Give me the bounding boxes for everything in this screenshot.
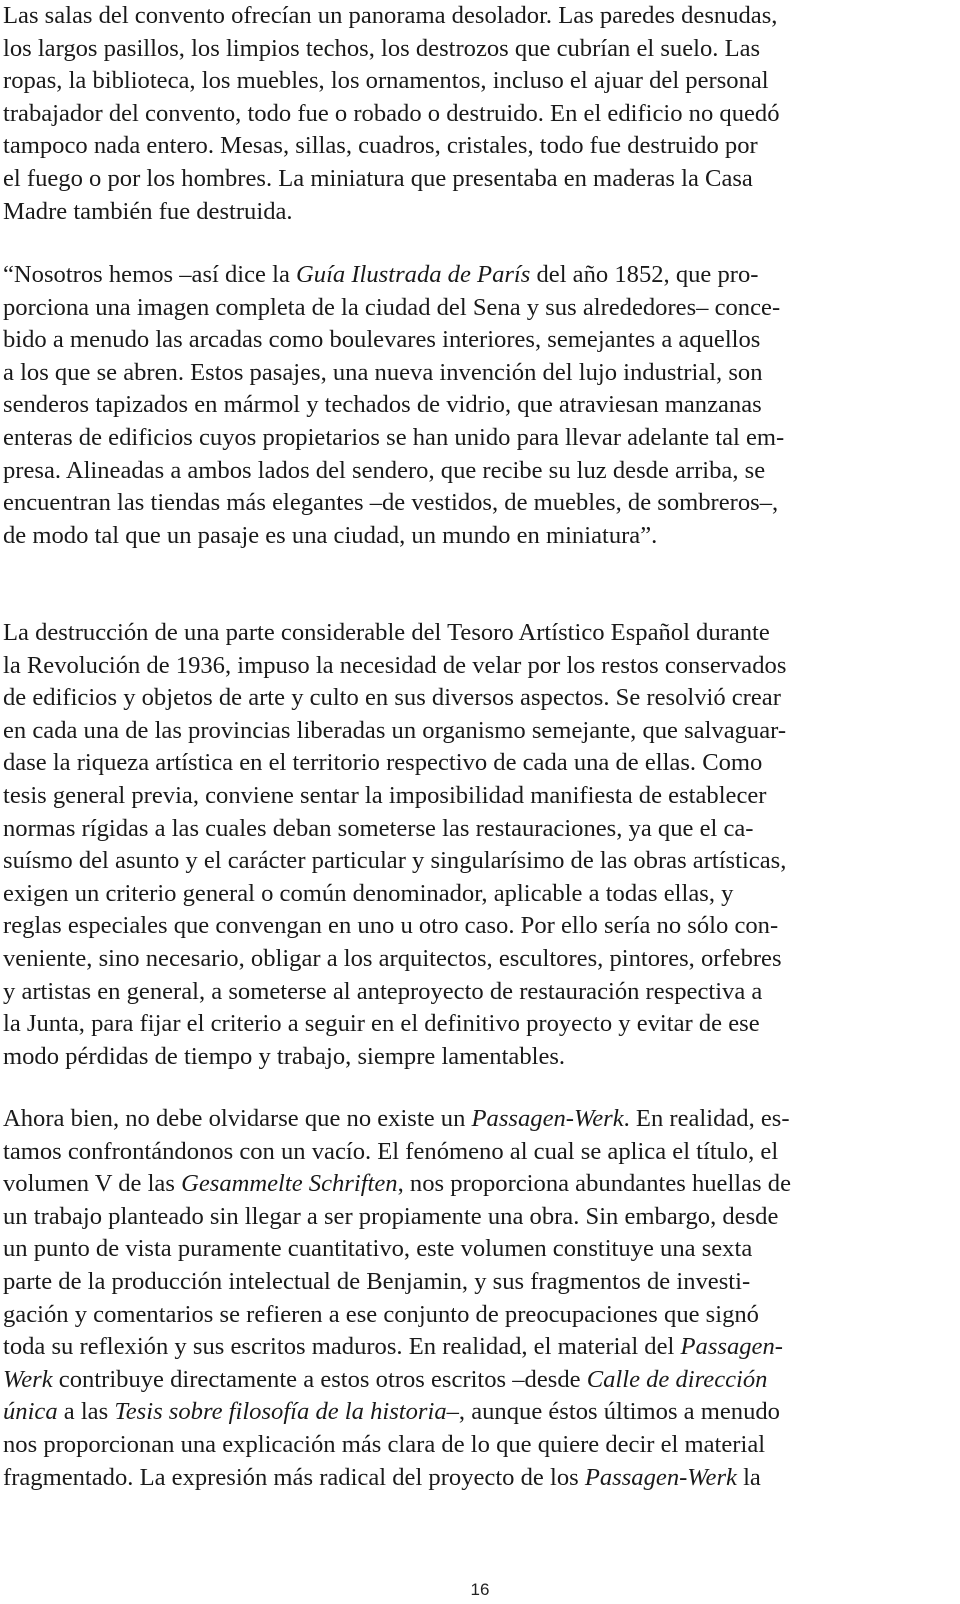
text-line: la Junta, para fijar el criterio a seguir en el definitivo proyecto y evitar de ese — [3, 1010, 760, 1038]
text-line: reglas especiales que convengan en uno u otro caso. Por ello sería no sólo con- — [3, 912, 779, 940]
text-line: enteras de edificios cuyos propietarios se han unido para llevar adelante tal em- — [3, 423, 785, 451]
italic-title: Passagen-Werk — [471, 1105, 624, 1132]
text-line: La destrucción de una parte considerable del Tesoro Artístico Español durante — [3, 619, 770, 646]
italic-title: Gesammelte Schriften — [181, 1170, 398, 1198]
paragraph-quote-guia-ilustrada — [3, 259, 784, 552]
text-line: Ahora bien, no debe olvidarse que no existe un Passagen-Werk. En realidad, es- — [3, 1105, 790, 1132]
text-line: Werk contribuye directamente a estos otros escritos –desde Calle de dirección — [3, 1365, 768, 1393]
text-line: encuentran las tiendas más elegantes –de vestidos, de muebles, de sombreros–, — [3, 489, 779, 517]
text-line: tamos confrontándonos con un vacío. El fenómeno al cual se aplica el título, el — [3, 1137, 779, 1165]
text-line: de edificios y objetos de arte y culto en sus diversos aspectos. Se resolvió crear — [3, 684, 781, 712]
text-line: modo pérdidas de tiempo y trabajo, siempre lamentables. — [3, 1042, 566, 1070]
text-line: parte de la producción intelectual de Benjamin, y sus fragmentos de investi- — [3, 1267, 751, 1295]
text-line: Madre también fue destruida. — [3, 197, 293, 225]
italic-title: Guía Ilustrada de París — [296, 261, 531, 288]
text-line: y artistas en general, a someterse al anteproyecto de restauración respectiva a — [3, 977, 763, 1005]
italic-title: Passagen- — [680, 1333, 783, 1361]
italic-title: Passagen-Werk — [584, 1463, 737, 1491]
text-line: los largos pasillos, los limpios techos, los destrozos que cubrían el suelo. Las — [3, 34, 761, 62]
text-line: nos proporcionan una explicación más clara de lo que quiere decir el material — [3, 1430, 766, 1458]
text-line: un punto de vista puramente cuantitativo, este volumen constituye una sexta — [3, 1235, 753, 1263]
text-line: la Revolución de 1936, impuso la necesidad de velar por los restos conservados — [3, 651, 787, 679]
text-line: dase la riqueza artística en el territorio respectivo de cada una de ellas. Como — [3, 749, 763, 777]
italic-title: Calle de dirección — [586, 1365, 768, 1393]
text-line: de modo tal que un pasaje es una ciudad, un mundo en miniatura”. — [3, 521, 658, 549]
page-number: 16 — [470, 1580, 490, 1599]
text-line: ropas, la biblioteca, los muebles, los ornamentos, incluso el ajuar del personal — [3, 67, 769, 95]
text-line: porciona una imagen completa de la ciudad del Sena y sus alrededores– conce- — [3, 293, 781, 321]
text-line: única a las Tesis sobre filosofía de la historia–, aunque éstos últimos a menudo — [3, 1398, 780, 1426]
text-line: fragmentado. La expresión más radical del proyecto de los Passagen-Werk la — [3, 1463, 761, 1491]
text-line: normas rígidas a las cuales deban someterse las restauraciones, ya que el ca- — [3, 814, 754, 842]
text-line: trabajador del convento, todo fue o robado o destruido. En el edificio no quedó — [3, 99, 780, 127]
text-line: bido a menudo las arcadas como boulevares interiores, semejantes a aquellos — [3, 326, 761, 354]
text-line: el fuego o por los hombres. La miniatura que presentaba en maderas la Casa — [3, 164, 753, 192]
text-line: suísmo del asunto y el carácter particular y singularísimo de las obras artísticas, — [3, 847, 787, 875]
paragraph-passagen-werk — [3, 1103, 791, 1494]
italic-title: única — [3, 1398, 58, 1426]
text-line: en cada una de las provincias liberadas un organismo semejante, que salvaguar- — [3, 716, 787, 744]
text-line: Las salas del convento ofrecían un panorama desolador. Las paredes desnudas, — [3, 2, 778, 29]
text-line: veniente, sino necesario, obligar a los arquitectos, escultores, pintores, orfebres — [3, 944, 782, 972]
text-line: volumen V de las Gesammelte Schriften, nos proporciona abundantes huellas de — [3, 1170, 791, 1198]
text-line: exigen un criterio general o común denominador, aplicable a todas ellas, y — [3, 879, 734, 907]
paragraph-tesoro-artistico — [3, 617, 786, 1073]
text-line: tampoco nada entero. Mesas, sillas, cuadros, cristales, todo fue destruido por — [3, 132, 758, 160]
text-line: “Nosotros hemos –así dice la Guía Ilustrada de París del año 1852, que pro- — [3, 261, 759, 288]
paragraph-convento — [3, 0, 780, 228]
text-line: senderos tapizados en mármol y techados de vidrio, que atraviesan manzanas — [3, 391, 762, 419]
italic-title: Werk — [3, 1365, 53, 1393]
italic-title: Tesis sobre filosofía de la historia — [114, 1398, 447, 1426]
text-line: presa. Alineadas a ambos lados del sendero, que recibe su luz desde arriba, se — [3, 456, 766, 484]
text-line: a los que se abren. Estos pasajes, una nueva invención del lujo industrial, son — [3, 358, 763, 386]
text-line: toda su reflexión y sus escritos maduros. En realidad, el material del Passagen- — [3, 1333, 783, 1361]
text-line: gación y comentarios se refieren a ese conjunto de preocupaciones que signó — [3, 1300, 759, 1328]
text-line: un trabajo planteado sin llegar a ser propiamente una obra. Sin embargo, desde — [3, 1202, 779, 1230]
text-line: tesis general previa, conviene sentar la imposibilidad manifiesta de establecer — [3, 781, 767, 809]
